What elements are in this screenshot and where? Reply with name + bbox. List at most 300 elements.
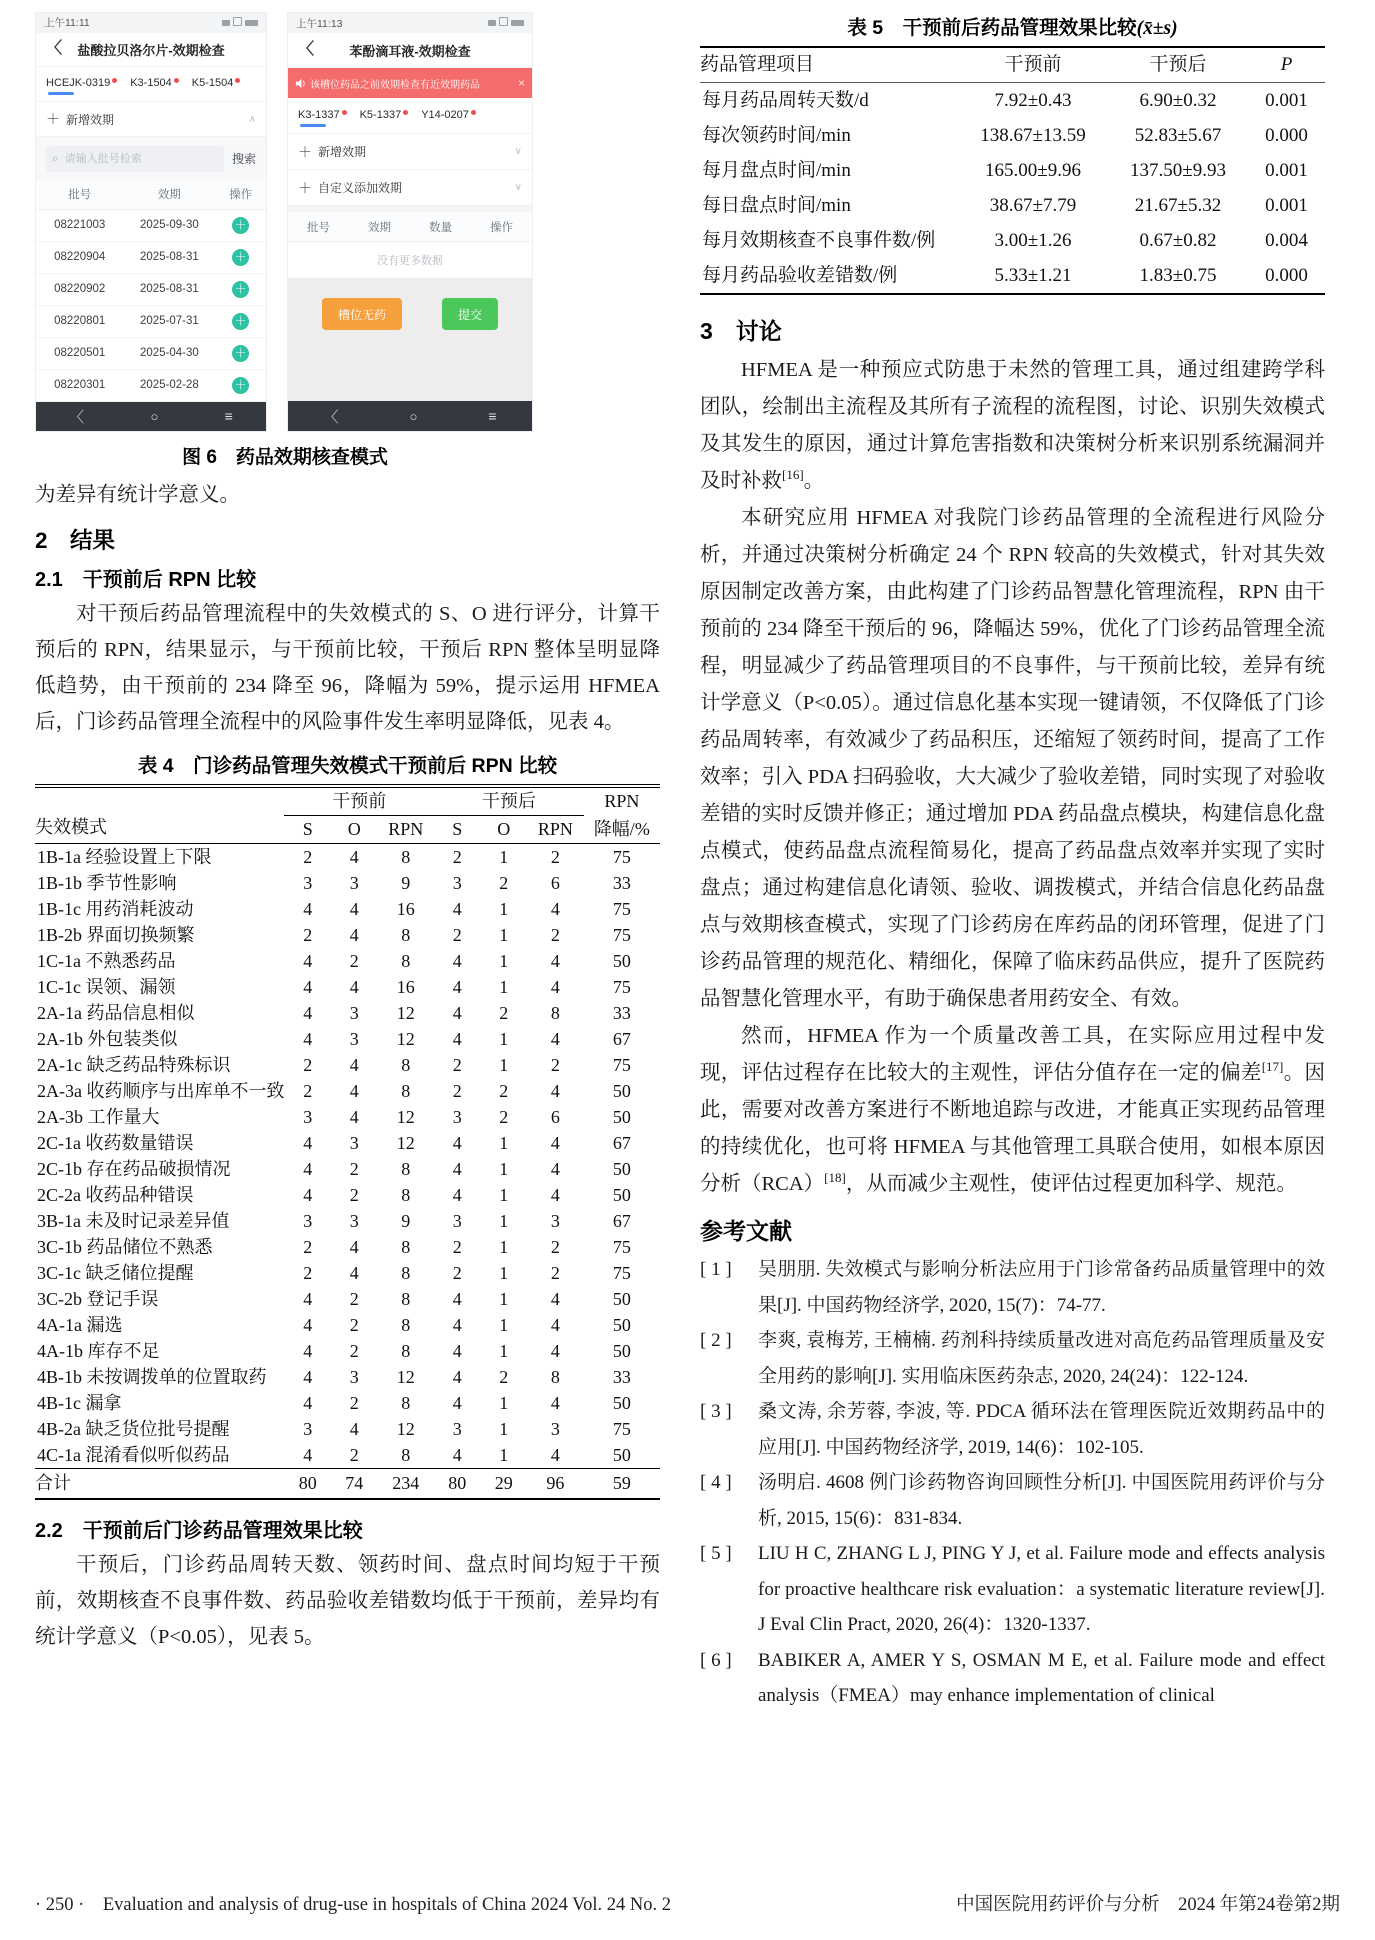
pre-o: 4 (349, 1262, 359, 1283)
batch-number: 08221003 (54, 219, 106, 232)
add-expiry-label: 新增效期 (318, 145, 367, 159)
rpn-drop: 75 (612, 1418, 631, 1439)
pre-rpn: 16 (396, 898, 415, 919)
post-rpn: 2 (550, 1236, 560, 1257)
expiry-date: 2025-04-30 (139, 347, 199, 360)
rpn-drop: 50 (612, 950, 631, 971)
pre-o: 4 (349, 1106, 359, 1127)
pre-s: 4 (303, 898, 313, 919)
failure-mode: 2A-1c 缺乏药品特殊标识 (37, 1054, 231, 1075)
post-rpn: 4 (550, 1444, 560, 1465)
action-cell (215, 313, 266, 330)
table4-total-row (35, 1469, 660, 1500)
pre-o: 3 (349, 1132, 359, 1153)
android-home-icon[interactable]: ○ (409, 408, 418, 424)
failure-mode: 4A-1a 漏选 (37, 1314, 123, 1335)
table4-row (35, 1442, 660, 1469)
slot-empty-button[interactable]: 槽位无药 (322, 298, 402, 330)
slot-tab[interactable] (360, 103, 409, 129)
table4-row (35, 1182, 660, 1208)
batch-list-header (36, 180, 266, 209)
reference-number: [ 3 ] (700, 1401, 732, 1422)
failure-mode: 1C-1c 误领、漏领 (37, 976, 176, 997)
col-batch: 批号 (68, 189, 92, 202)
status-time: 上午11:13 (296, 17, 343, 30)
red-dot-icon (112, 78, 117, 83)
add-circle-icon[interactable]: ＋ (232, 281, 249, 298)
table5-title-text: 表 5 干预前后药品管理效果比较 (847, 17, 1137, 39)
android-home-icon[interactable]: ○ (150, 408, 159, 424)
plus-icon: ＋ (298, 143, 312, 160)
batch-row (36, 242, 266, 274)
rpn-drop: 50 (612, 1444, 631, 1465)
pre-s: 4 (303, 1002, 313, 1023)
post-rpn: 6 (550, 872, 560, 893)
post-o: 1 (499, 846, 509, 867)
total-pre-s: 80 (284, 1469, 330, 1500)
pre-value: 138.67±13.59 (980, 124, 1086, 146)
pre-s: 4 (303, 1158, 313, 1179)
p3-text-2: 。因此，需要对改善方案进行不断地追踪与改进，才能真正实现药品管理的持续优化，也可将 HFMEA 与其他管理工具联合使用，如根本原因分析（RCA） (700, 1062, 1325, 1195)
p-value: 0.004 (1265, 229, 1308, 251)
table5-post-header: 干预后 (1108, 47, 1248, 83)
rpn-drop: 50 (612, 1314, 631, 1335)
slot-tab-label: Y14-0207 (421, 108, 469, 121)
pre-rpn: 8 (401, 1392, 411, 1413)
slot-tabs (36, 67, 266, 102)
table5-p-header: P (1248, 47, 1325, 83)
batch-list (36, 210, 266, 402)
post-s: 4 (452, 976, 462, 997)
reference-number: [ 4 ] (700, 1472, 732, 1493)
citation-18: [18] (824, 1170, 846, 1186)
add-expiry-row[interactable] (36, 102, 266, 137)
post-value: 6.90±0.32 (1139, 89, 1217, 111)
post-s: 2 (452, 846, 462, 867)
pre-s: 3 (303, 1210, 313, 1231)
red-dot-icon (342, 110, 347, 115)
status-bar (36, 13, 266, 33)
reference-item (700, 1643, 1325, 1714)
slot-tab-label: K5-1504 (191, 76, 234, 89)
pre-o: 3 (349, 1210, 359, 1231)
add-expiry-label: 新增效期 (66, 112, 115, 127)
slot-tab[interactable] (298, 103, 347, 129)
android-recents-icon[interactable]: ≡ (224, 408, 233, 425)
heading-2-2: 2.2 干预前后门诊药品管理效果比较 (35, 1520, 363, 1542)
page-footer (35, 1890, 1340, 1916)
close-icon[interactable]: × (517, 76, 525, 90)
table5-row (700, 83, 1325, 119)
batch-number: 08220902 (54, 283, 106, 296)
rpn-drop: 75 (612, 846, 631, 867)
android-back-icon[interactable]: 〈 (323, 408, 339, 426)
citation-17: [17] (1261, 1059, 1284, 1075)
reference-text: 吴朋朋. 失效模式与影响分析法应用于门诊常备药品质量管理中的效果[J]. 中国药物经济学, 2020, 15(7)：74-77. (758, 1259, 1325, 1316)
failure-mode: 3C-1b 药品储位不熟悉 (37, 1236, 213, 1257)
post-o: 1 (499, 1444, 509, 1465)
post-o: 1 (499, 976, 509, 997)
action-cell (215, 249, 266, 266)
pre-o: 4 (349, 1236, 359, 1257)
failure-mode: 2C-1b 存在药品破损情况 (37, 1158, 231, 1179)
batch-row (36, 210, 266, 242)
pre-o: 2 (349, 1444, 359, 1465)
pre-o: 4 (349, 1418, 359, 1439)
pre-s: 2 (303, 1262, 313, 1283)
post-rpn: 6 (550, 1106, 560, 1127)
search-icon: ⌕ (52, 151, 59, 166)
table4-row (35, 1052, 660, 1078)
table4-row (35, 922, 660, 948)
pre-o: 4 (349, 898, 359, 919)
pre-o: 4 (349, 846, 359, 867)
add-circle-icon[interactable]: ＋ (232, 249, 249, 266)
pre-s: 4 (303, 1184, 313, 1205)
pre-rpn: 12 (396, 1418, 415, 1439)
rpn-drop: 75 (612, 1054, 631, 1075)
post-s: 4 (452, 950, 462, 971)
slot-tab[interactable] (46, 71, 117, 97)
failure-mode: 4B-1b 未按调拨单的位置取药 (37, 1366, 267, 1387)
table4-row (35, 1156, 660, 1182)
management-item: 每月药品验收差错数/例 (702, 264, 898, 286)
expiry-date: 2025-09-30 (139, 219, 199, 232)
p-value: 0.001 (1265, 194, 1308, 216)
speaker-icon (295, 78, 306, 89)
table4-sub-s-post: S (434, 816, 480, 844)
plus-icon: ＋ (46, 111, 60, 128)
android-recents-icon[interactable]: ≡ (488, 408, 497, 424)
pre-o: 2 (349, 1184, 359, 1205)
reference-text: BABIKER A, AMER Y S, OSMAN M E, et al. Failure mode and effect analysis（FMEA）may enhance implementation of clinical (758, 1649, 1325, 1706)
pre-s: 4 (303, 1314, 313, 1335)
total-post-s: 80 (434, 1469, 480, 1500)
table4-drop-header-line1: RPN (604, 791, 640, 812)
figure-6 (35, 12, 535, 469)
footer-right: 中国医院用药评价与分析 2024 年第24卷第2期 (956, 1895, 1340, 1915)
reference-number: [ 2 ] (700, 1330, 732, 1351)
failure-mode: 2A-3b 工作量大 (37, 1106, 160, 1127)
post-o: 1 (499, 1288, 509, 1309)
post-value: 0.67±0.82 (1139, 229, 1217, 251)
slot-tab-label: K3-1504 (130, 76, 172, 89)
pre-o: 4 (349, 1080, 359, 1101)
post-o: 1 (499, 1236, 509, 1257)
paragraph-2-2: 干预后，门诊药品周转天数、领药时间、盘点时间均短于干预前，效期核查不良事件数、药品验收差错数均低于干预前，差异均有统计学意义（P<0.05），见表 5。 (35, 1554, 660, 1648)
status-icons (485, 17, 524, 29)
slot-tab[interactable] (130, 71, 179, 97)
post-value: 137.50±9.93 (1130, 159, 1226, 181)
p3-text-3: ，从而减少主观性，使评估过程更加科学、规范。 (845, 1173, 1297, 1195)
pre-rpn: 9 (401, 1210, 411, 1231)
failure-mode: 1B-1c 用药消耗波动 (37, 898, 194, 919)
table5-row (700, 223, 1325, 258)
red-dot-icon (174, 78, 179, 83)
pre-o: 2 (349, 1340, 359, 1361)
p-value: 0.001 (1265, 89, 1308, 111)
batch-row (36, 306, 266, 338)
pre-o: 3 (349, 1366, 359, 1387)
table4-sub-rpn-pre: RPN (377, 816, 434, 844)
batch-number: 08220501 (54, 347, 106, 360)
pre-s: 4 (303, 1288, 313, 1309)
add-circle-icon[interactable]: ＋ (232, 377, 249, 394)
post-s: 4 (452, 898, 462, 919)
expiry-date: 2025-02-28 (139, 379, 199, 392)
post-o: 1 (499, 1262, 509, 1283)
reference-number: [ 6 ] (700, 1649, 732, 1671)
post-rpn: 8 (550, 1366, 560, 1387)
table4-sub-o-pre: O (331, 816, 377, 844)
alert-text: 该槽位药品之前效期检查有近效期药品 (310, 79, 480, 91)
pre-s: 2 (303, 924, 313, 945)
pre-o: 2 (349, 1288, 359, 1309)
pre-s: 3 (303, 1418, 313, 1439)
pre-o: 2 (349, 1314, 359, 1335)
post-rpn: 4 (550, 950, 560, 971)
post-o: 1 (499, 950, 509, 971)
post-rpn: 4 (550, 1080, 560, 1101)
search-input[interactable] (63, 152, 218, 166)
slot-tab[interactable] (421, 103, 476, 129)
submit-button[interactable]: 提交 (442, 298, 498, 330)
table4-group-pre: 干预前 (284, 786, 434, 816)
post-rpn: 4 (550, 1132, 560, 1153)
management-item: 每次领药时间/min (702, 124, 851, 146)
post-value: 1.83±0.75 (1139, 264, 1217, 286)
pre-value: 3.00±1.26 (994, 229, 1072, 251)
post-rpn: 4 (550, 1028, 560, 1049)
col-expiry: 效期 (157, 189, 181, 202)
table4-row (35, 870, 660, 896)
pre-value: 38.67±7.79 (989, 194, 1077, 216)
action-cell (215, 217, 266, 234)
search-row (36, 137, 266, 180)
pre-s: 4 (303, 1028, 313, 1049)
post-rpn: 4 (550, 976, 560, 997)
post-o: 1 (499, 898, 509, 919)
table4-row (35, 1000, 660, 1026)
reference-text: 李爽, 袁梅芳, 王楠楠. 药剂科持续质量改进对高危药品管理质量及安全用药的影响[J]. 实用临床医药杂志, 2020, 24(24)：122-124. (758, 1330, 1325, 1387)
custom-add-expiry-row[interactable] (288, 170, 532, 206)
table4-group-post: 干预后 (434, 786, 584, 816)
pre-o: 4 (349, 924, 359, 945)
pre-rpn: 8 (401, 1080, 411, 1101)
red-dot-icon (471, 110, 476, 115)
post-rpn: 4 (550, 1184, 560, 1205)
reference-text: LIU H C, ZHANG L J, PING Y J, et al. Failure mode and effects analysis for proactive healthcare risk evaluation：a systematic literature review[J]. J Eval Clin Pract, 2020, 26(4)：1320-1337. (758, 1543, 1325, 1635)
post-o: 1 (499, 1418, 509, 1439)
pre-rpn: 16 (396, 976, 415, 997)
status-bar (288, 13, 532, 33)
pre-rpn: 8 (401, 846, 411, 867)
post-o: 2 (499, 1002, 509, 1023)
pre-rpn: 12 (396, 1366, 415, 1387)
rpn-drop: 50 (612, 1158, 631, 1179)
expiry-date: 2025-08-31 (139, 283, 199, 296)
col-action: 操作 (229, 189, 253, 202)
pre-rpn: 8 (401, 1158, 411, 1179)
phone-screenshot-2 (287, 12, 533, 432)
failure-mode: 1B-1b 季节性影响 (37, 872, 177, 893)
table-5 (700, 46, 1325, 295)
post-o: 1 (499, 1314, 509, 1335)
reference-list (700, 1252, 1325, 1714)
rpn-drop: 75 (612, 924, 631, 945)
failure-mode: 3B-1a 未及时记录差异值 (37, 1210, 230, 1231)
post-s: 3 (452, 1210, 462, 1231)
pre-s: 4 (303, 1392, 313, 1413)
post-s: 4 (452, 1366, 462, 1387)
chevron-down-icon[interactable]: ∨ (514, 146, 522, 157)
total-drop: 59 (584, 1469, 660, 1500)
post-s: 2 (452, 1080, 462, 1101)
reference-item (700, 1536, 1325, 1643)
failure-mode: 2A-1a 药品信息相似 (37, 1002, 195, 1023)
rpn-drop: 33 (612, 872, 631, 893)
batch-row (36, 274, 266, 306)
expiry-date: 2025-08-31 (139, 251, 199, 264)
post-s: 3 (452, 872, 462, 893)
expiry-date: 2025-07-31 (139, 315, 199, 328)
table5-title-math: (x̄±s) (1136, 18, 1178, 39)
table4-row (35, 1234, 660, 1260)
add-expiry-row[interactable] (288, 134, 532, 170)
page-title: 盐酸拉贝洛尔片-效期检查 (77, 42, 225, 58)
add-circle-icon[interactable]: ＋ (232, 313, 249, 330)
chevron-up-icon[interactable]: ∧ (248, 113, 256, 125)
table5-title (700, 12, 1325, 40)
pre-s: 4 (303, 950, 313, 971)
pre-s: 4 (303, 976, 313, 997)
add-circle-icon[interactable]: ＋ (232, 217, 249, 234)
table5-row (700, 153, 1325, 188)
failure-mode: 3C-2b 登记手误 (37, 1288, 159, 1309)
failure-mode: 2C-2a 收药品种错误 (37, 1184, 194, 1205)
post-rpn: 2 (550, 1054, 560, 1075)
table5-item-header: 药品管理项目 (700, 47, 958, 83)
p1-end: 。 (803, 470, 825, 492)
failure-mode: 3C-1c 缺乏储位提醒 (37, 1262, 194, 1283)
failure-mode: 4C-1a 混淆看似听似药品 (37, 1444, 230, 1465)
table4-sub-s-pre: S (284, 816, 330, 844)
add-circle-icon[interactable]: ＋ (232, 345, 249, 362)
failure-mode: 1B-2b 界面切换频繁 (37, 924, 195, 945)
table4-row (35, 1390, 660, 1416)
failure-mode: 1C-1a 不熟悉药品 (37, 950, 176, 971)
management-item: 每月效期核查不良事件数/例 (702, 229, 936, 251)
android-back-icon[interactable]: 〈 (69, 408, 85, 426)
post-s: 4 (452, 1132, 462, 1153)
slot-tab[interactable] (192, 71, 241, 97)
failure-mode: 4A-1b 库存不足 (37, 1340, 160, 1361)
android-nav-bar (288, 401, 532, 431)
discussion-paragraph-2: 本研究应用 HFMEA 对我院门诊药品管理的全流程进行风险分析，并通过决策树分析确定 24 个 RPN 较高的失效模式，针对其失效原因制定改善方案，由此构建了门诊药品智慧化管理流程，RPN 由干预前的 234 降至干预后的 96，降幅达 59%，优化了门诊药品管理全流程，明显减少了药品管理项目的不良事件，与干预前比较，差异有统计学意义（P<0.05）。通过信息化基本实现一键请领，不仅降低了门诊药品周转率，有效减少了药品积压，还缩短了领药时间，提高了工作效率；引入 PDA 扫码验收，大大减少了验收差错，同时实现了对验收差错的实时反馈并修正；通过增加 PDA 药品盘点模块，构建信息化盘点模式，使药品盘点流程简易化，提高了药品盘点效率并实现了实时盘点；通过构建信息化请领、验收、调拨模式，并结合信息化药品盘点与效期核查模式，实现了门诊药房在库药品的闭环管理，促进了门诊药品管理的规范化、精细化，保障了临床药品供应，提升了医院药品智慧化管理水平，有助于确保患者用药安全、有效。 (700, 507, 1325, 1010)
rpn-drop: 50 (612, 1288, 631, 1309)
expiry-alert-banner (288, 68, 532, 98)
status-time: 上午11:11 (44, 17, 90, 30)
table4-sub-o-post: O (481, 816, 527, 844)
pre-value: 5.33±1.21 (994, 264, 1072, 286)
nav-bar (288, 33, 532, 68)
table4-row (35, 1130, 660, 1156)
failure-mode: 4B-2a 缺乏货位批号提醒 (37, 1418, 230, 1439)
batch-number: 08220904 (54, 251, 106, 264)
page-title: 苯酚滴耳液-效期检查 (349, 43, 471, 59)
slot-tab-label: HCEJK-0319 (46, 76, 111, 89)
failure-mode: 2A-3a 收药顺序与出库单不一致 (37, 1080, 285, 1101)
rpn-drop: 67 (612, 1028, 631, 1049)
col-qty: 数量 (429, 221, 452, 234)
rpn-drop: 67 (612, 1210, 631, 1231)
table4-drop-header-line2: 降幅/% (584, 816, 660, 844)
pre-rpn: 12 (396, 1132, 415, 1153)
pre-o: 2 (349, 1392, 359, 1413)
post-rpn: 4 (550, 1340, 560, 1361)
back-icon[interactable]: 〈 (46, 40, 63, 58)
heading-2-1: 2.1 干预前后 RPN 比较 (35, 569, 257, 591)
back-icon[interactable]: 〈 (298, 41, 315, 58)
custom-add-label: 自定义添加效期 (318, 181, 403, 195)
chevron-down-icon[interactable]: ∨ (514, 182, 522, 193)
post-o: 2 (499, 1106, 509, 1127)
post-o: 2 (499, 1366, 509, 1387)
search-button[interactable]: 搜索 (231, 152, 256, 167)
pre-s: 3 (303, 872, 313, 893)
pre-o: 3 (349, 1028, 359, 1049)
rpn-drop: 75 (612, 976, 631, 997)
pre-rpn: 8 (401, 1054, 411, 1075)
phone-screenshot-1 (35, 12, 267, 432)
search-box[interactable] (46, 146, 224, 172)
rpn-drop: 50 (612, 1184, 631, 1205)
slot-tabs (288, 98, 532, 134)
post-o: 2 (499, 872, 509, 893)
batch-row (36, 338, 266, 370)
table4-row (35, 1078, 660, 1104)
post-o: 1 (499, 924, 509, 945)
table5-pre-header: 干预前 (958, 47, 1108, 83)
post-s: 2 (452, 1054, 462, 1075)
pre-rpn: 8 (401, 1444, 411, 1465)
figure-caption: 图 6 药品效期核查模式 (182, 447, 388, 468)
action-cell (215, 281, 266, 298)
pre-rpn: 12 (396, 1028, 415, 1049)
pre-o: 2 (349, 950, 359, 971)
post-s: 2 (452, 1262, 462, 1283)
post-rpn: 4 (550, 898, 560, 919)
table4-row (35, 1416, 660, 1442)
total-label: 合计 (35, 1469, 284, 1500)
failure-mode: 1B-1a 经验设置上下限 (37, 846, 212, 867)
table5-row (700, 188, 1325, 223)
col-batch: 批号 (307, 221, 330, 234)
batch-number: 08220301 (54, 379, 106, 392)
post-o: 1 (499, 1132, 509, 1153)
post-s: 4 (452, 1392, 462, 1413)
post-rpn: 4 (550, 1392, 560, 1413)
col-expiry: 效期 (368, 221, 391, 234)
pre-rpn: 8 (401, 950, 411, 971)
reference-number: [ 5 ] (700, 1543, 732, 1564)
reference-number: [ 1 ] (700, 1259, 732, 1280)
post-s: 4 (452, 1028, 462, 1049)
post-rpn: 2 (550, 846, 560, 867)
pre-s: 4 (303, 1132, 313, 1153)
table4-row (35, 896, 660, 922)
pre-o: 4 (349, 976, 359, 997)
